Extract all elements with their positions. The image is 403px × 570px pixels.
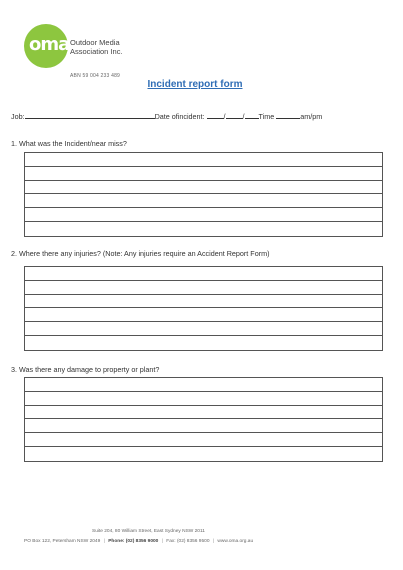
answer-line[interactable] xyxy=(25,208,382,222)
date-day-field[interactable] xyxy=(207,111,224,119)
footer-address: Suite 204, 80 William Street, East Sydney NSW 2011 xyxy=(92,529,205,534)
date-year-field[interactable] xyxy=(242,111,259,121)
question-2: 2. Where there any injuries? (Note: Any injuries require an Accident Report Form) xyxy=(11,249,270,258)
time-label: Time xyxy=(258,112,275,121)
footer-website[interactable]: www.oma.org.au xyxy=(217,539,254,544)
answer-line[interactable] xyxy=(25,336,382,350)
answer-line[interactable] xyxy=(25,167,382,181)
footer-po-box: PO Box 122, Petersham NSW 2049 xyxy=(24,539,101,544)
answer-line[interactable] xyxy=(25,194,382,208)
company-name-line1: Outdoor Media xyxy=(70,38,120,47)
footer-contact xyxy=(24,539,384,544)
date-separator-1: / xyxy=(223,112,226,121)
answer-line[interactable] xyxy=(25,392,382,406)
footer-fax: Fax: (02) 8356 9500 xyxy=(166,539,210,544)
abn-number: ABN 59 004 233 489 xyxy=(70,73,121,79)
answer-line[interactable] xyxy=(25,153,382,167)
company-name-line2: Association Inc. xyxy=(70,47,123,56)
question-3: 3. Was there any damage to property or plant? xyxy=(11,365,160,374)
answer-grid-3[interactable] xyxy=(24,377,383,462)
company-name xyxy=(70,38,160,56)
answer-line[interactable] xyxy=(25,378,382,392)
answer-line[interactable] xyxy=(25,447,382,461)
date-month-field[interactable] xyxy=(223,111,243,121)
answer-grid-2[interactable] xyxy=(24,266,383,351)
logo-mark: oma xyxy=(29,34,70,55)
answer-line[interactable] xyxy=(25,295,382,309)
answer-line[interactable] xyxy=(25,433,382,447)
job-label: Job: xyxy=(11,112,25,121)
job-date-time-row xyxy=(11,111,391,121)
footer-divider: | xyxy=(212,539,215,544)
footer-divider: | xyxy=(103,539,105,544)
form-title: Incident report form xyxy=(147,79,243,90)
question-1: 1. What was the Incident/near miss? xyxy=(11,139,127,148)
answer-line[interactable] xyxy=(25,406,382,420)
answer-line[interactable] xyxy=(25,222,382,236)
answer-line[interactable] xyxy=(25,322,382,336)
answer-line[interactable] xyxy=(25,281,382,295)
time-field[interactable] xyxy=(276,111,300,119)
job-field[interactable] xyxy=(25,111,155,119)
answer-line[interactable] xyxy=(25,308,382,322)
footer-divider: | xyxy=(161,539,163,544)
ampm-label: am/pm xyxy=(300,112,323,121)
company-logo xyxy=(24,24,154,70)
answer-line[interactable] xyxy=(25,267,382,281)
footer-phone: Phone: (02) 8356 9000 xyxy=(108,539,159,544)
answer-line[interactable] xyxy=(25,419,382,433)
answer-line[interactable] xyxy=(25,181,382,195)
date-label: Date ofincident: xyxy=(154,112,205,121)
date-separator-2: / xyxy=(242,112,245,121)
answer-grid-1[interactable] xyxy=(24,152,383,237)
